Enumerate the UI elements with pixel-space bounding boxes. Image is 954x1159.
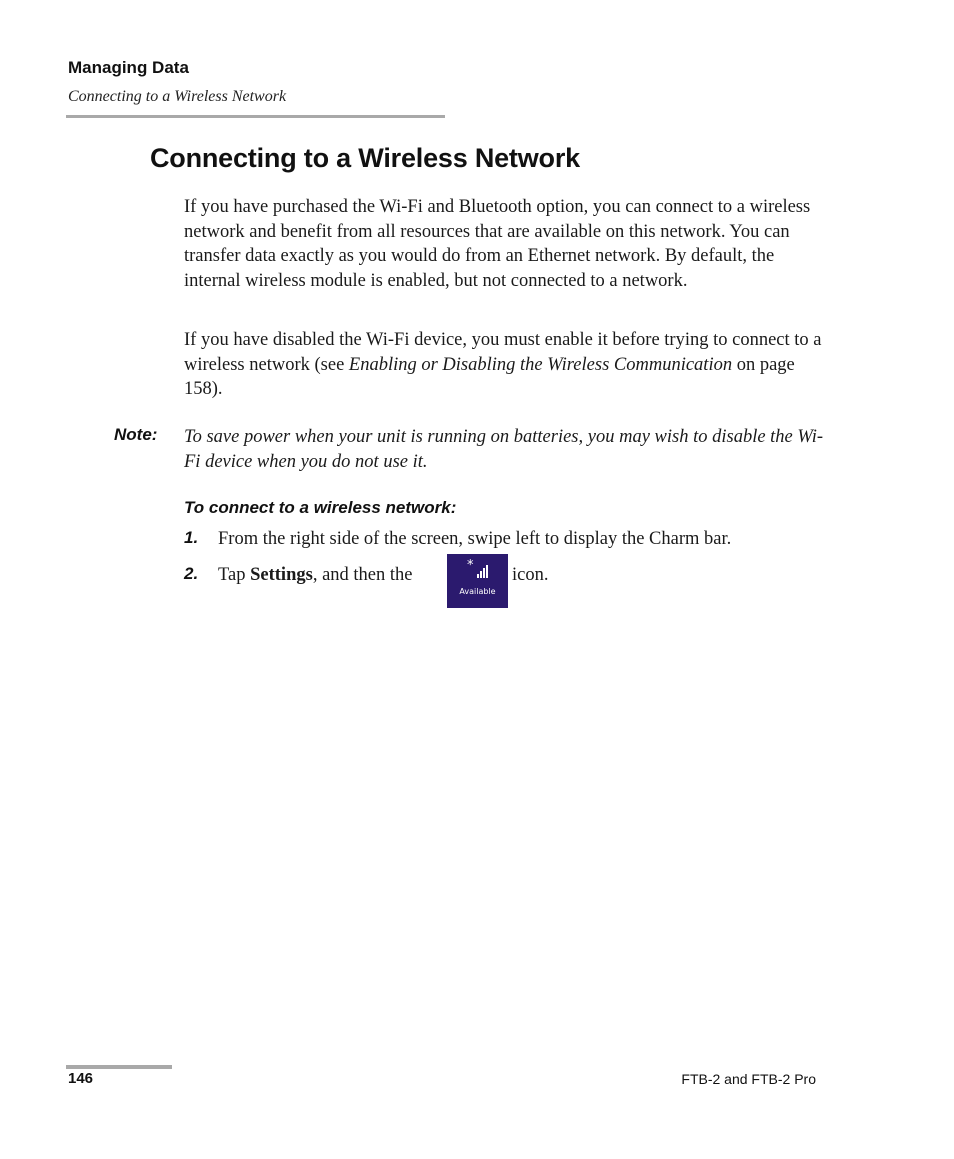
footer-divider	[66, 1065, 172, 1069]
paragraph-text-before: If you have disabled the Wi-Fi device, you must enable it before trying to connect to a wireless network (see	[184, 330, 822, 375]
page-number: 146	[68, 1070, 94, 1087]
procedure-heading: To connect to a wireless network:	[184, 498, 457, 517]
step-text-middle: , and then the	[312, 565, 413, 585]
wifi-tile-label: Available	[459, 587, 496, 596]
step-number: 1.	[184, 528, 199, 547]
step-text	[218, 563, 412, 588]
wifi-asterisk-icon: *	[467, 558, 474, 573]
header-divider	[66, 115, 445, 118]
cross-reference-link[interactable]: Enabling or Disabling the Wireless Communication	[348, 354, 733, 375]
running-header-section: Managing Data	[68, 58, 189, 77]
note-label: Note:	[114, 425, 158, 444]
wifi-signal-bars-icon	[477, 564, 489, 578]
enable-wifi-paragraph	[184, 328, 824, 402]
intro-paragraph: If you have purchased the Wi-Fi and Bluetooth option, you can connect to a wireless network and benefit from all resources that are available on this network. You can transfer data exactly as you would do from an Ethernet network. By default, the internal wireless module is enabled, but not connected to a network.	[184, 197, 811, 291]
step-text-after: icon.	[512, 565, 549, 585]
settings-term: Settings	[250, 565, 313, 585]
step-text: From the right side of the screen, swipe left to display the Charm bar.	[218, 529, 732, 549]
step-number: 2.	[184, 564, 199, 583]
running-header-subsection: Connecting to a Wireless Network	[68, 88, 287, 105]
note-text: To save power when your unit is running on batteries, you may wish to disable the Wi-Fi device when you do not use it.	[184, 427, 824, 472]
page-title: Connecting to a Wireless Network	[150, 143, 580, 173]
product-name: FTB-2 and FTB-2 Pro	[681, 1071, 816, 1087]
step-text-before: Tap	[218, 565, 251, 585]
paragraph-text-after: on page 158).	[184, 354, 795, 400]
wifi-available-tile	[447, 554, 508, 608]
